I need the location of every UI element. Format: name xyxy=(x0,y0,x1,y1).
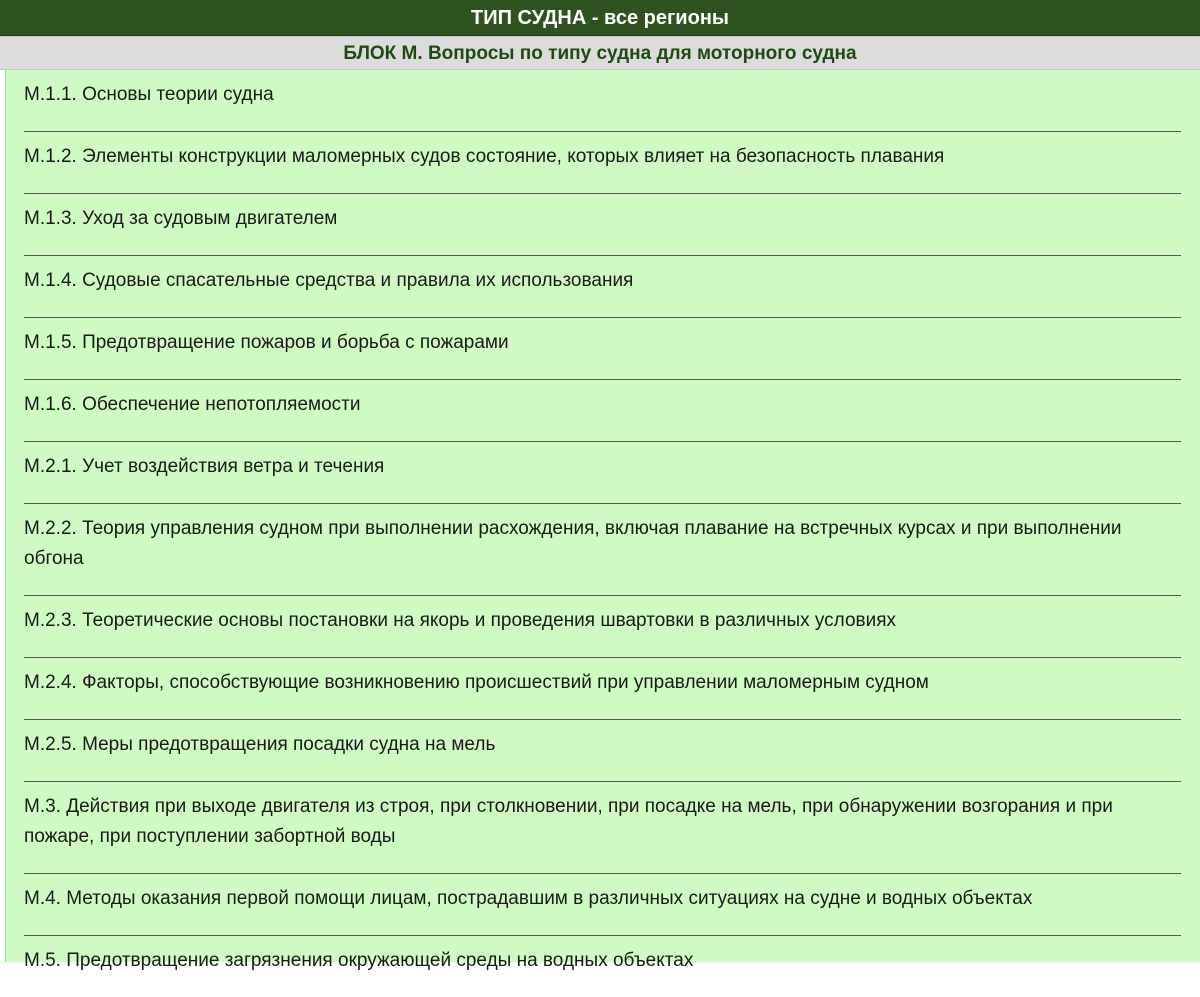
block-header xyxy=(0,36,1200,70)
topic-item[interactable]: М.2.3. Теоретические основы постановки на якорь и проведения швартовки в различных условиях xyxy=(24,596,1181,658)
section-header xyxy=(0,0,1200,36)
block-title: БЛОК М. Вопросы по типу судна для моторного судна xyxy=(343,43,857,64)
topic-item[interactable]: М.1.1. Основы теории судна xyxy=(24,70,1181,132)
section-title: ТИП СУДНА - все регионы xyxy=(471,7,729,29)
topic-item[interactable]: М.1.6. Обеспечение непотопляемости xyxy=(24,380,1181,442)
topic-item[interactable]: М.2.2. Теория управления судном при выполнении расхождения, включая плавание на встречных курсах и при выполнении обгона xyxy=(24,504,1181,596)
topic-item[interactable]: М.3. Действия при выходе двигателя из строя, при столкновении, при посадке на мель, при обнаружении возгорания и при пожаре, при поступлении забортной воды xyxy=(24,782,1181,874)
topic-item[interactable]: М.1.3. Уход за судовым двигателем xyxy=(24,194,1181,256)
topic-item[interactable]: М.2.4. Факторы, способствующие возникновению происшествий при управлении маломерным судном xyxy=(24,658,1181,720)
topics-panel xyxy=(5,70,1200,971)
topic-item[interactable]: М.4. Методы оказания первой помощи лицам, пострадавшим в различных ситуациях на судне и водных объектах xyxy=(24,874,1181,936)
topic-item[interactable]: М.1.2. Элементы конструкции маломерных судов состояние, которых влияет на безопасность плавания xyxy=(24,132,1181,194)
topic-item[interactable]: М.1.4. Судовые спасательные средства и правила их использования xyxy=(24,256,1181,318)
topic-item[interactable]: М.2.5. Меры предотвращения посадки судна на мель xyxy=(24,720,1181,782)
topics-list xyxy=(6,70,1200,997)
topic-item[interactable]: М.1.5. Предотвращение пожаров и борьба с пожарами xyxy=(24,318,1181,380)
topic-item[interactable]: М.2.1. Учет воздействия ветра и течения xyxy=(24,442,1181,504)
topic-item[interactable]: М.5. Предотвращение загрязнения окружающей среды на водных объектах xyxy=(24,950,694,971)
